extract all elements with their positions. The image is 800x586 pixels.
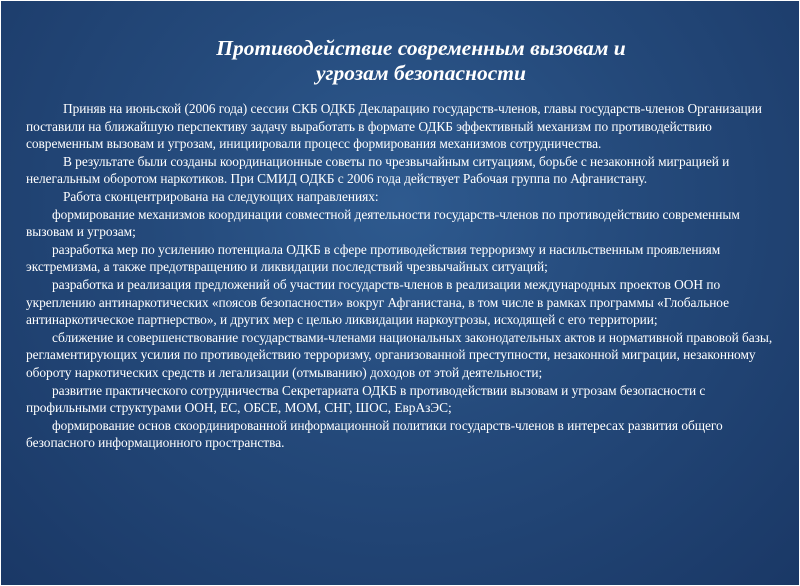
direction-item: разработка мер по усилению потенциала ОДКБ в сфере противодействия терроризму и насильственным проявлениям экстремизма, а также предотвращению и ликвидации последствий чрезвычайных ситуаций; bbox=[26, 241, 721, 275]
direction-item: сближение и совершенствование государствами-членами национальных законодательных актов и нормативной правовой базы, регламентирующих усилия по противодействию терроризму, организованной преступности, незаконной миграции, незаконному обороту наркотических средств и легализации (отмыванию) доходов от этой деятельности; bbox=[26, 329, 773, 380]
paragraph-intro: Приняв на июньской (2006 года) сессии СКБ ОДКБ Декларацию государств-членов, главы государств-членов Организации поставили на ближайшую перспективу задачу выработать в формате ОДКБ эффективный механизм по противодействию современным вызовам и угрозам, инициировали процесс формирования механизмов сотрудничества. bbox=[26, 101, 762, 152]
title-line-2: угрозам безопасности bbox=[316, 61, 526, 85]
direction-item: формирование механизмов координации совместной деятельности государств-членов по противодействию современным вызовам и угрозам; bbox=[26, 206, 740, 240]
direction-item: развитие практического сотрудничества Секретариата ОДКБ в противодействии вызовам и угрозам безопасности с профильными структурами ООН, ЕС, ОБСЕ, МОМ, СНГ, ШОС, ЕврАзЭС; bbox=[26, 382, 706, 416]
direction-item: формирование основ скоординированной информационной политики государств-членов в интересах развития общего безопасного информационного пространства. bbox=[26, 417, 723, 451]
title-line-1: Противодействие современным вызовам и bbox=[216, 36, 626, 60]
paragraph-directions-heading: Работа сконцентрирована на следующих направлениях: bbox=[63, 188, 379, 204]
slide bbox=[1, 1, 799, 585]
paragraph-results: В результате были созданы координационные советы по чрезвычайным ситуациям, борьбе с незаконной миграцией и нелегальным оборотом наркотиков. При СМИД ОДКБ с 2006 года действует Рабочая группа по Афганистану. bbox=[26, 153, 730, 187]
slide-title bbox=[1, 36, 799, 86]
direction-item: разработка и реализация предложений об участии государств-членов в реализации международных проектов ООН по укреплению антинаркотических «поясов безопасности» вокруг Афганистана, в том числе в рамках программы «Глобальное антинаркотическое партнерство», и других мер с целью ликвидации наркоугрозы, исходящей с его территории; bbox=[26, 276, 730, 328]
slide-body bbox=[26, 100, 781, 452]
